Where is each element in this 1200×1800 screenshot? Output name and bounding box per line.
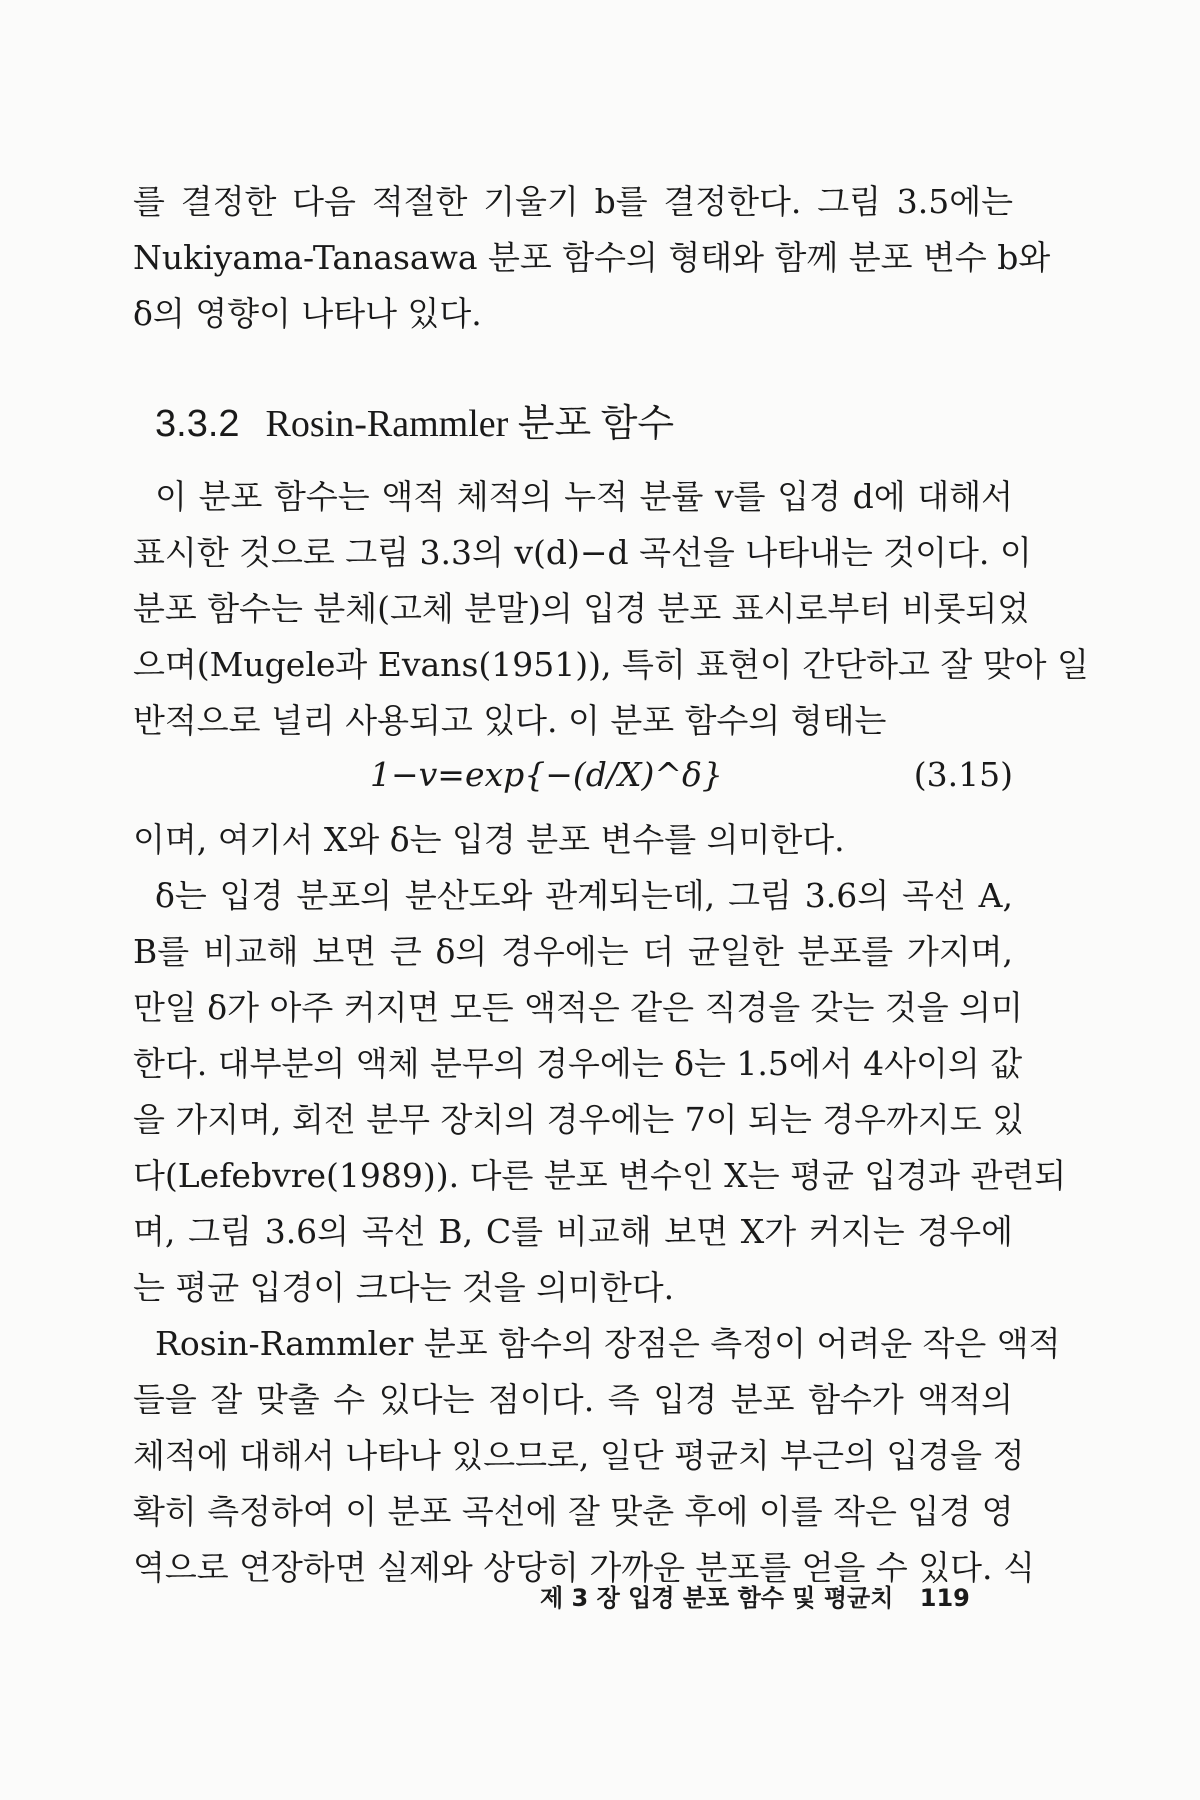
text-line: 표시한 것으로 그림 3.3의 v(d)−d 곡선을 나타내는 것이다. 이 <box>133 533 1032 572</box>
page-number: 119 <box>919 1584 970 1612</box>
text-line: 을 가지며, 회전 분무 장치의 경우에는 7이 되는 경우까지도 있 <box>133 1100 1024 1139</box>
text-line: δ의 영향이 나타나 있다. <box>133 294 482 333</box>
paragraph-1 <box>133 182 1051 350</box>
text-line: B를 비교해 보면 큰 δ의 경우에는 더 균일한 분포를 가지며, <box>133 932 1013 971</box>
paragraph-5 <box>133 1324 1061 1604</box>
text-line: 다(Lefebvre(1989)). 다른 분포 변수인 X는 평균 입경과 관련되 <box>133 1156 1067 1195</box>
text-line: 한다. 대부분의 액체 분무의 경우에는 δ는 1.5에서 4사이의 값 <box>133 1044 1023 1083</box>
text-line: 며, 그림 3.6의 곡선 B, C를 비교해 보면 X가 커지는 경우에 <box>133 1212 1013 1251</box>
paragraph-2 <box>133 477 1089 757</box>
paragraph-3 <box>133 820 1013 876</box>
paragraph-4 <box>133 876 1067 1324</box>
text-line: 으며(Mugele과 Evans(1951)), 특히 표현이 간단하고 잘 맞아 일 <box>133 645 1089 684</box>
section-title: Rosin-Rammler 분포 함수 <box>265 403 675 445</box>
text-line: 분포 함수는 분체(고체 분말)의 입경 분포 표시로부터 비롯되었 <box>133 589 1030 628</box>
page-footer <box>540 1578 970 1613</box>
text-line: 들을 잘 맞출 수 있다는 점이다. 즉 입경 분포 함수가 액적의 <box>133 1380 1013 1419</box>
text-line: 체적에 대해서 나타나 있으므로, 일단 평균치 부근의 입경을 정 <box>133 1436 1025 1475</box>
text-line: 이 분포 함수는 액적 체적의 누적 분률 v를 입경 d에 대해서 <box>155 477 1013 516</box>
text-line: 확히 측정하여 이 분포 곡선에 잘 맞춘 후에 이를 작은 입경 영 <box>133 1492 1014 1531</box>
text-line: δ는 입경 분포의 분산도와 관계되는데, 그림 3.6의 곡선 A, <box>155 876 1013 915</box>
section-heading <box>155 392 674 447</box>
text-line: 는 평균 입경이 크다는 것을 의미한다. <box>133 1268 675 1307</box>
text-line: Rosin-Rammler 분포 함수의 장점은 측정이 어려운 작은 액적 <box>155 1324 1061 1363</box>
equation-3-15 <box>133 755 1013 795</box>
equation-number: (3.15) <box>913 755 1013 794</box>
text-line: Nukiyama-Tanasawa 분포 함수의 형태와 함께 분포 변수 b와 <box>133 238 1051 277</box>
text-line: 역으로 연장하면 실제와 상당히 가까운 분포를 얻을 수 있다. 식 <box>133 1548 1035 1587</box>
chapter-title: 제 3 장 입경 분포 함수 및 평균치 <box>540 1584 894 1612</box>
text-line: 를 결정한 다음 적절한 기울기 b를 결정한다. 그림 3.5에는 <box>133 182 1013 221</box>
text-line: 반적으로 널리 사용되고 있다. 이 분포 함수의 형태는 <box>133 701 887 740</box>
equation-expression: 1−v=exp{−(d/X)^δ} <box>370 755 723 794</box>
text-line: 만일 δ가 아주 커지면 모든 액적은 같은 직경을 갖는 것을 의미 <box>133 988 1023 1027</box>
text-line: 이며, 여기서 X와 δ는 입경 분포 변수를 의미한다. <box>133 820 845 859</box>
section-number: 3.3.2 <box>155 403 240 445</box>
